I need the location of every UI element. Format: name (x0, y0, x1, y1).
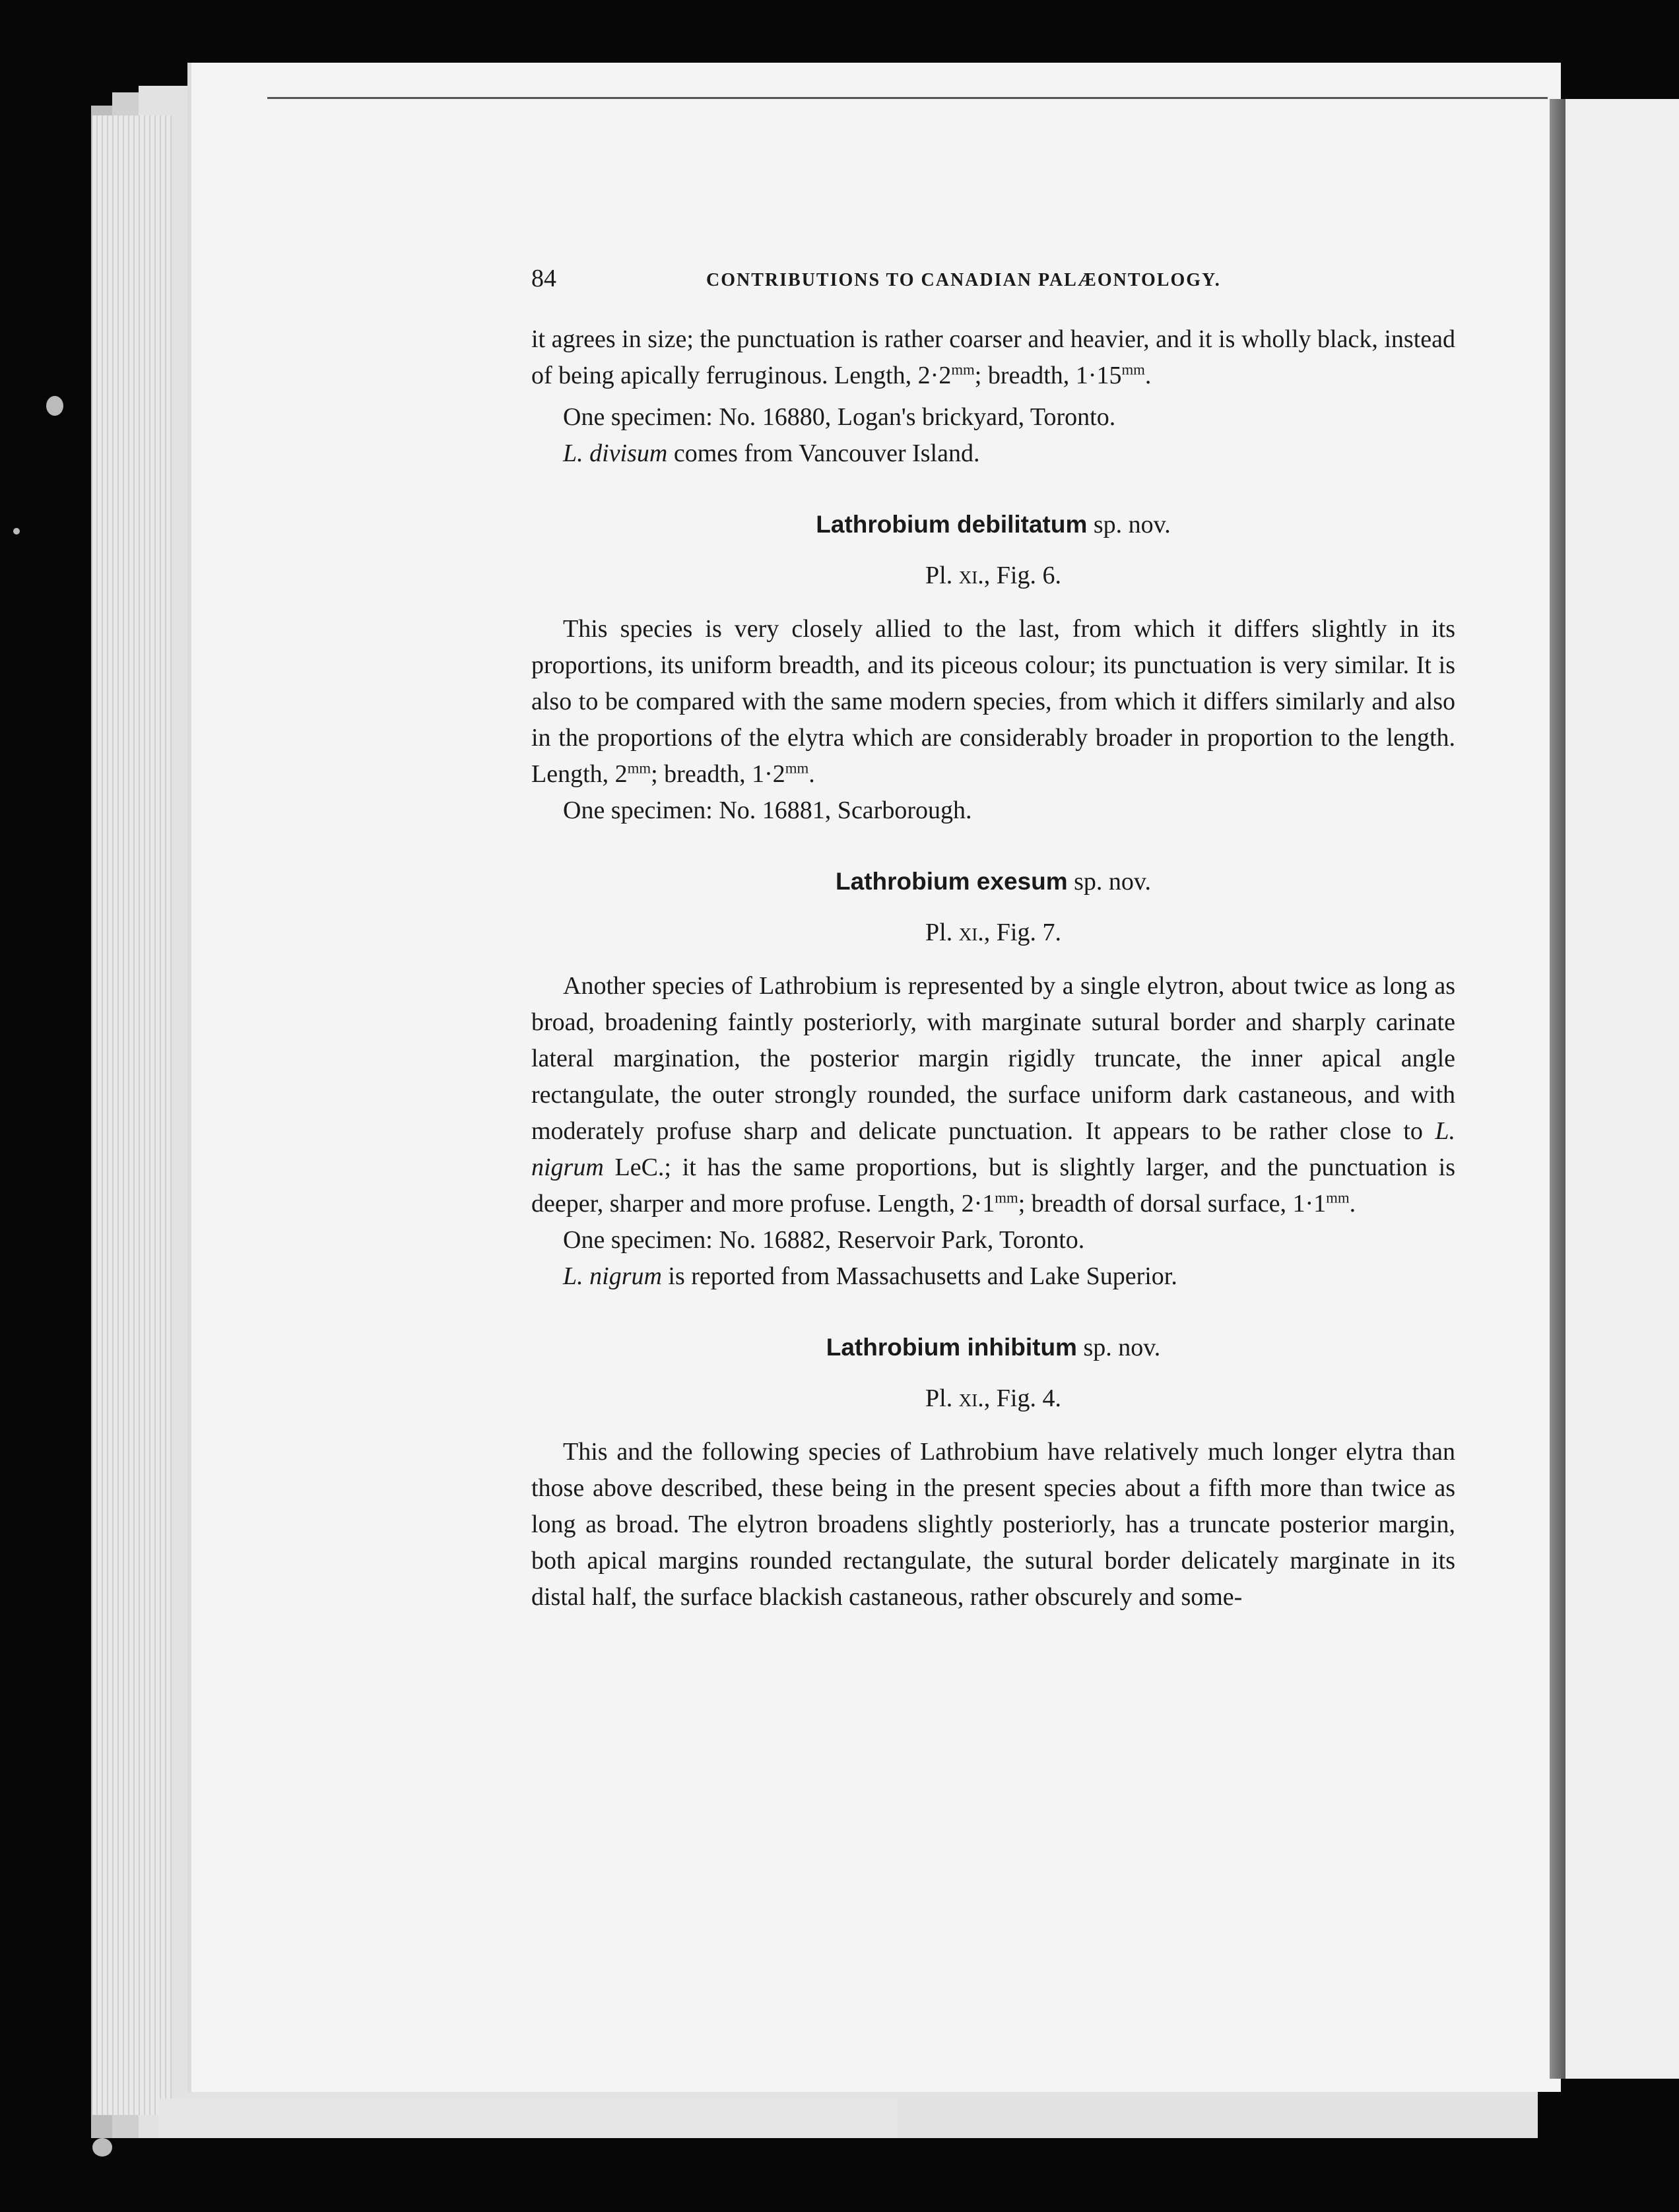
description-paragraph (531, 968, 1455, 1222)
note-text: comes from Vancouver Island. (667, 439, 980, 467)
page-stack-bottom (158, 2098, 898, 2138)
page-gutter-shadow (1550, 99, 1565, 2079)
description-paragraph: This and the following species of Lathrobium have relatively much longer elytra than those above described, these being in the present species about a fifth more than twice as long as broad. The elytron broadens slightly posteriorly, has a truncate posterior margin, both apical margins rounded rectangulate, the sutural border delicately marginate in its distal half, the surface blackish castaneous, rather obscurely and some- (531, 1438, 1455, 1611)
unit-sup: mm (1326, 1189, 1350, 1206)
species-suffix: sp. nov. (1076, 1334, 1161, 1361)
scan-speck (46, 396, 63, 416)
plate-reference (531, 1381, 1455, 1417)
locality-note (531, 1258, 1455, 1295)
species-heading (531, 1329, 1455, 1366)
specimen-line: One specimen: No. 16881, Scarborough. (563, 797, 972, 824)
page-number: 84 (531, 265, 556, 292)
description-text: LeC.; it has the same proportions, but is slightly larger, and the punctuation is deeper, sharper and more profuse. Length, 2·1 (531, 1154, 1455, 1218)
specimen-line: One specimen: No. 16882, Reservoir Park, Toronto. (563, 1226, 1085, 1254)
facing-page-edge (1565, 99, 1679, 2079)
species-suffix: sp. nov. (1087, 511, 1171, 538)
unit-sup: mm (785, 760, 809, 777)
intro-text: . (1144, 362, 1152, 389)
plate-number: xi. (958, 562, 984, 589)
species-heading (531, 506, 1455, 543)
unit-sup: mm (627, 760, 651, 777)
taxon-italic: L. nigrum (531, 1117, 1455, 1181)
description-text: ; breadth, 1·2 (651, 760, 785, 788)
plate-prefix: Pl. (925, 1384, 959, 1412)
page-stack-left (92, 115, 172, 2115)
plate-reference (531, 558, 1455, 594)
description-text: . (1349, 1190, 1356, 1218)
plate-number: xi. (958, 919, 984, 946)
unit-sup: mm (995, 1189, 1018, 1206)
species-name: Lathrobium inhibitum (826, 1334, 1077, 1361)
description-text: Another species of Lathrobium is represented by a single elytron, about twice as long as broad, broadening faintly posteriorly, with marginate sutural border and sharply carinate lateral margination, the posterior margin rigidly truncate, the inner apical angle rectangulate, the outer strongly rounded, the surface uniform dark castaneous, and with moderately profuse sharp and delicate punctuation. It appears to be rather close to (531, 972, 1455, 1145)
unit-sup: mm (951, 361, 975, 378)
specimen-line: One specimen: No. 16880, Logan's brickyard, Toronto. (563, 403, 1116, 431)
figure-number: , Fig. 7. (983, 919, 1061, 946)
figure-number: , Fig. 4. (983, 1384, 1061, 1412)
page-content (531, 261, 1455, 1615)
scan-speck (92, 2138, 112, 2157)
taxon-italic: L. nigrum (563, 1262, 662, 1290)
intro-text: ; breadth, 1·15 (974, 362, 1122, 389)
running-title: CONTRIBUTIONS TO CANADIAN PALÆONTOLOGY. (706, 270, 1221, 290)
figure-number: , Fig. 6. (983, 562, 1061, 589)
species-heading (531, 863, 1455, 900)
species-name: Lathrobium exesum (836, 868, 1068, 895)
note-text: is reported from Massachusetts and Lake Superior. (661, 1262, 1177, 1290)
description-text: This species is very closely allied to the last, from which it differs slightly in its proportions, its uniform breadth, and its piceous colour; its punctuation is very similar. It is also to be compared with the same modern species, from which it differs similarly and also in the proportions of the elytra which are considerably broader in proportion to the length. Length, 2 (531, 615, 1455, 788)
taxon-italic: L. divisum (563, 439, 668, 467)
intro-paragraph (531, 321, 1455, 394)
locality-note (531, 436, 1455, 472)
species-suffix: sp. nov. (1067, 868, 1151, 895)
plate-number: xi. (958, 1384, 984, 1412)
description-paragraph (531, 611, 1455, 793)
plate-prefix: Pl. (925, 919, 959, 946)
plate-reference (531, 915, 1455, 951)
species-name: Lathrobium debilitatum (816, 511, 1088, 538)
scan-speck (13, 528, 20, 535)
running-head (531, 261, 1455, 297)
unit-sup: mm (1121, 361, 1145, 378)
intro-text: it agrees in size; the punctuation is rather coarser and heavier, and it is wholly black, instead of being apically ferruginous. Length, 2·2 (531, 325, 1455, 389)
plate-prefix: Pl. (925, 562, 959, 589)
page-top-rule (267, 97, 1548, 99)
description-text: . (808, 760, 815, 788)
description-text: ; breadth of dorsal surface, 1·1 (1018, 1190, 1327, 1218)
